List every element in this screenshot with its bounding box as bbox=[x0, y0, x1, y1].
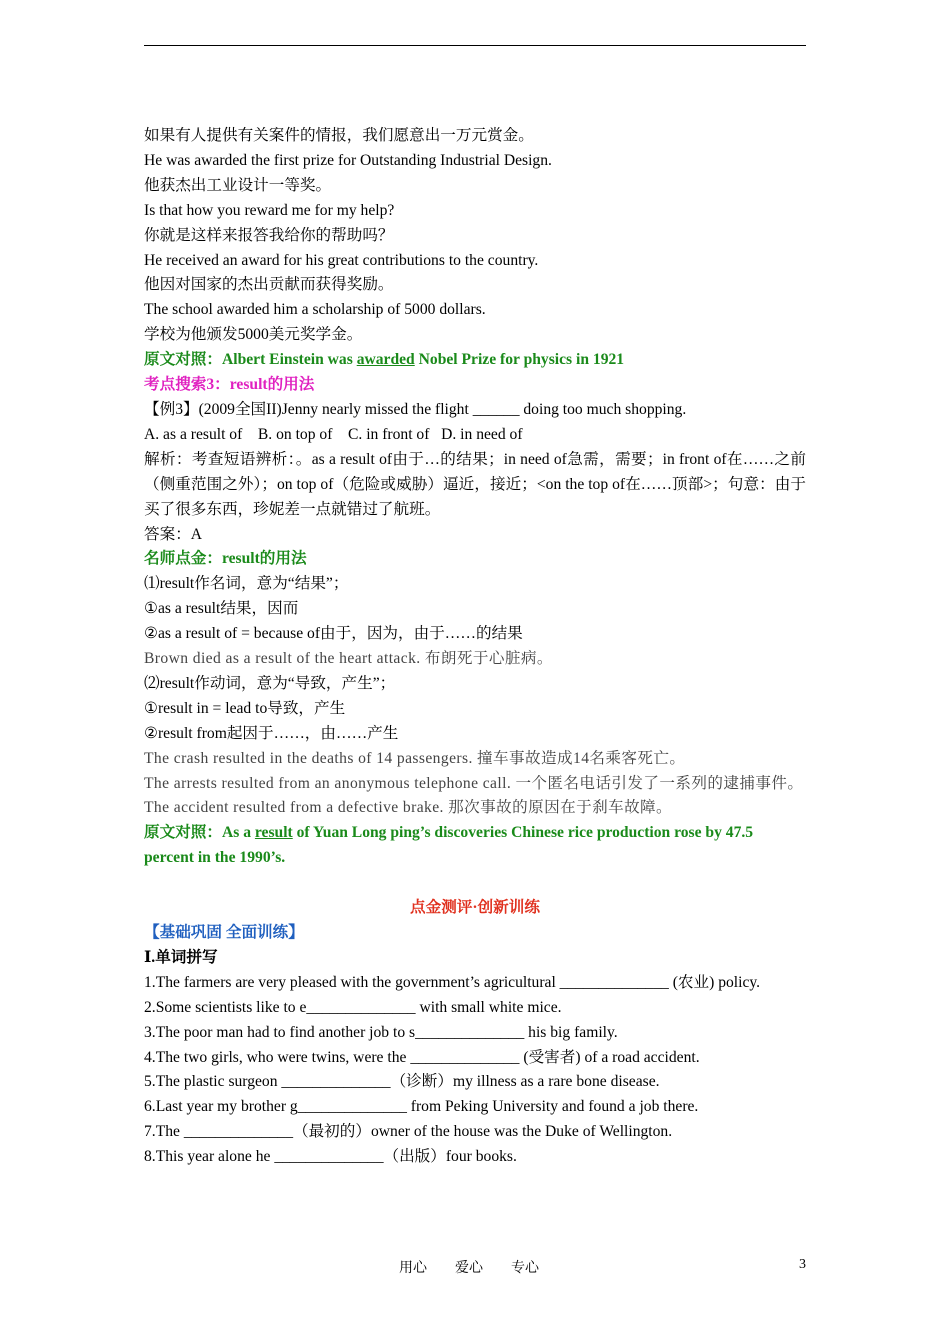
original-text-1 bbox=[144, 348, 806, 373]
footer-word: 用心 bbox=[399, 1261, 427, 1276]
question-item: 4.The two girls, who were twins, were the ______________ (受害者) of a road accident. bbox=[144, 1048, 700, 1066]
usage-line: ②result from起因于……，由……产生 bbox=[144, 724, 399, 742]
header-rule bbox=[144, 45, 806, 46]
tips-title: 名师点金：result的用法 bbox=[144, 550, 307, 568]
original-text-post: Nobel Prize for physics in 1921 bbox=[414, 351, 625, 369]
basic-training-title: 【基础巩固 全面训练】 bbox=[144, 923, 304, 941]
original-text-keyword: result bbox=[254, 824, 293, 842]
point-search-title: 考点搜索3：result的用法 bbox=[144, 376, 315, 394]
question-item: 8.This year alone he ______________（出版）four books. bbox=[144, 1148, 517, 1166]
example-question: 【例3】(2009全国II)Jenny nearly missed the flight ______ doing too much shopping. bbox=[144, 400, 687, 418]
original-text-2 bbox=[144, 821, 806, 871]
footer-word: 爱心 bbox=[455, 1261, 483, 1276]
example-answer: 答案：A bbox=[144, 525, 203, 543]
blank-line bbox=[144, 871, 806, 896]
question-item: 5.The plastic surgeon ______________（诊断）my illness as a rare bone disease. bbox=[144, 1073, 660, 1091]
example-options: A. as a result of B. on top of C. in front of D. in need of bbox=[144, 425, 523, 443]
usage-line: ①as a result结果，因而 bbox=[144, 600, 299, 618]
usage-example: Brown died as a result of the heart attack. 布朗死于心脏病。 bbox=[144, 650, 553, 668]
original-text-post: of Yuan Long ping’s discoveries Chinese rice production rose by 47.5 percent in the 1990’s. bbox=[144, 824, 754, 867]
text-line: Is that how you reward me for my help? bbox=[144, 201, 395, 219]
footer-word: 专心 bbox=[511, 1261, 539, 1276]
question-item: 3.The poor man had to find another job to s______________ his big family. bbox=[144, 1023, 618, 1041]
original-text-keyword: awarded bbox=[356, 351, 415, 369]
usage-line: ⑴result作名词，意为“结果”； bbox=[144, 575, 349, 593]
page-body bbox=[144, 124, 806, 1170]
text-line: 他获杰出工业设计一等奖。 bbox=[144, 176, 332, 194]
part-title: Ⅰ.单词拼写 bbox=[144, 948, 218, 966]
original-text-pre: 原文对照：Albert Einstein was bbox=[144, 351, 357, 369]
text-line: He was awarded the first prize for Outstanding Industrial Design. bbox=[144, 151, 552, 169]
question-item: 2.Some scientists like to e______________ with small white mice. bbox=[144, 998, 562, 1016]
text-line: 他因对国家的杰出贡献而获得奖励。 bbox=[144, 276, 394, 294]
usage-line: ①result in = lead to导致，产生 bbox=[144, 699, 346, 717]
usage-example: The crash resulted in the deaths of 14 passengers. 撞车事故造成14名乘客死亡。 bbox=[144, 749, 686, 767]
original-text-pre: 原文对照：As a bbox=[144, 824, 255, 842]
question-item: 7.The ______________（最初的）owner of the house was the Duke of Wellington. bbox=[144, 1123, 673, 1141]
usage-line: ②as a result of = because of由于，因为，由于……的结果 bbox=[144, 625, 523, 643]
usage-example: The accident resulted from a defective brake. 那次事故的原因在于刹车故障。 bbox=[144, 799, 673, 817]
text-line: 如果有人提供有关案件的情报，我们愿意出一万元赏金。 bbox=[144, 127, 534, 144]
text-line: The school awarded him a scholarship of 5000 dollars. bbox=[144, 301, 486, 319]
text-line: 学校为他颁发5000美元奖学金。 bbox=[144, 326, 363, 344]
usage-line: ⑵result作动词，意为“导致，产生”； bbox=[144, 674, 396, 692]
section-title: 点金测评·创新训练 bbox=[410, 899, 540, 917]
text-line: 你就是这样来报答我给你的帮助吗？ bbox=[144, 226, 394, 244]
footer-motto bbox=[399, 1257, 539, 1277]
page-number: 3 bbox=[799, 1257, 806, 1272]
usage-example: The arrests resulted from an anonymous telephone call. 一个匿名电话引发了一系列的逮捕事件。 bbox=[144, 774, 804, 792]
example-analysis: 解析：考查短语辨析：。as a result of由于…的结果；in need of急需，需要；in front of在……之前（侧重范围之外）；on top of（危险或威胁）逼近，接近；<on the top of在……顶部>；句意：由于买了很多东西，珍妮差一点就错过了航班。 bbox=[144, 450, 806, 518]
question-item: 1.The farmers are very pleased with the government’s agricultural ______________ (农业) policy. bbox=[144, 973, 761, 991]
question-item: 6.Last year my brother g______________ from Peking University and found a job there. bbox=[144, 1098, 699, 1116]
text-line: He received an award for his great contributions to the country. bbox=[144, 251, 539, 269]
